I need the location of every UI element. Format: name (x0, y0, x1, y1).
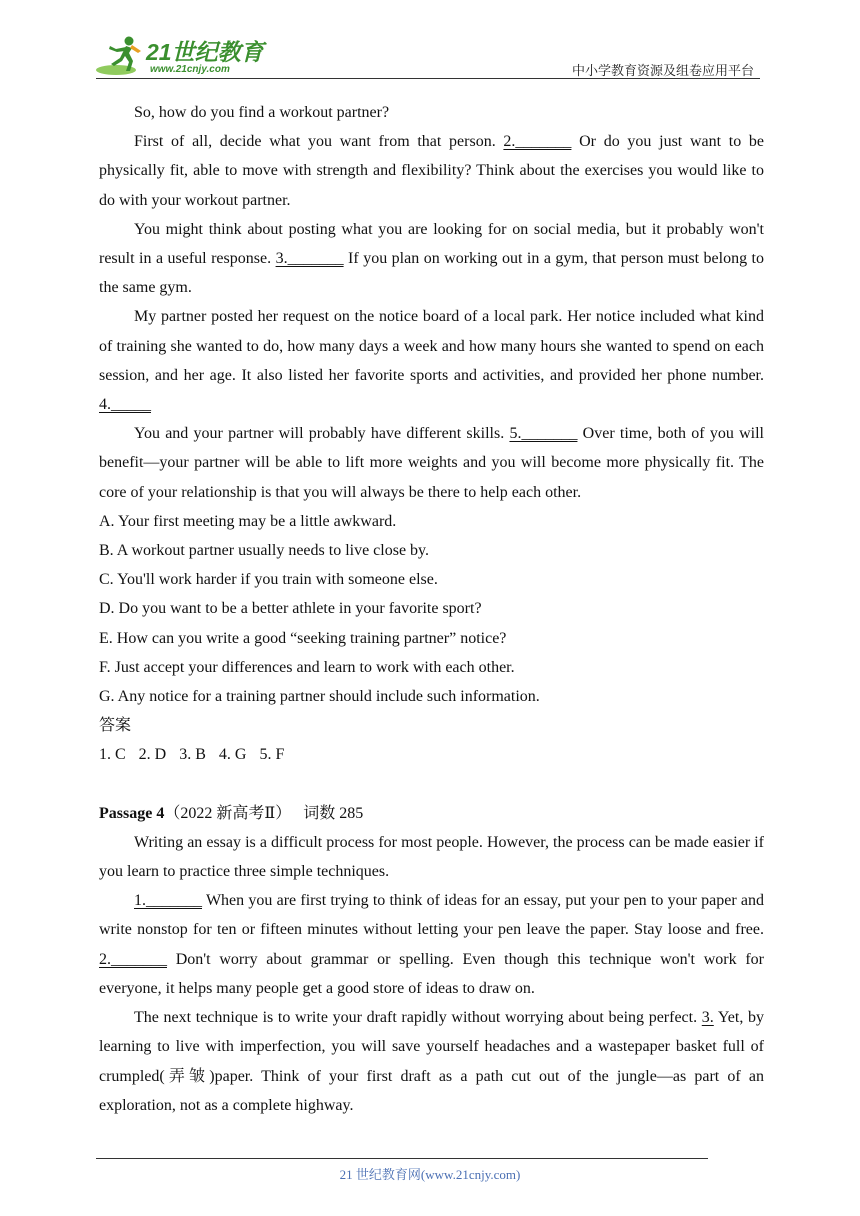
paragraph (99, 886, 764, 1003)
answer-item: 4. G (218, 746, 247, 764)
paragraph-text: You might think about posting what you are looking for on social media, but it probably won't result in a useful response. (99, 220, 764, 268)
logo-brand-text: 21世纪教育 (146, 39, 264, 65)
platform-name: 中小学教育资源及组卷应用平台 (571, 63, 754, 78)
answer-blank: 2._______ (99, 950, 167, 968)
paragraph-text: When you are first trying to think of ideas for an essay, put your pen to your paper and write nonstop for ten or fifteen minutes without letting your pen leave the paper. Stay loose and free. (99, 892, 764, 939)
runner-icon (96, 34, 148, 78)
site-logo[interactable] (96, 34, 266, 78)
option-item: A. Your first meeting may be a little awkward. (99, 512, 397, 530)
paragraph (99, 215, 764, 303)
answer-blank: 2._______ (503, 133, 572, 151)
paragraph (99, 127, 764, 215)
logo-url-text: www.21cnjy.com (150, 64, 230, 75)
paragraph: Writing an essay is a difficult process for most people. However, the process can be made easier if you learn to practice three simple techniques. (99, 833, 764, 881)
paragraph-text: Don't worry about grammar or spelling. Even though this technique won't work for everyone, it helps many people get a good store of ideas to draw on. (99, 950, 764, 997)
option-item: F. Just accept your differences and learn to work with each other. (99, 658, 515, 676)
paragraph-text: If you plan on working out in a gym, that person must belong to the same gym. (99, 250, 764, 297)
answer-blank: 3._______ (275, 250, 344, 268)
passage-heading (99, 799, 764, 828)
passage-source: （2022 新高考Ⅱ） (164, 804, 292, 822)
option-item: G. Any notice for a training partner should include such information. (99, 688, 540, 706)
answer-blank: 5._______ (509, 425, 578, 443)
answer-item: 1. C (99, 746, 126, 764)
answer-key (99, 740, 764, 769)
option-item: B. A workout partner usually needs to live close by. (99, 542, 430, 560)
paragraph: So, how do you find a workout partner? (134, 104, 390, 121)
paragraph (99, 419, 764, 507)
option-item: C. You'll work harder if you train with someone else. (99, 571, 438, 589)
answer-blank: 3. (701, 1009, 714, 1027)
footer-divider (96, 1158, 708, 1159)
answer-item: 3. B (179, 746, 206, 764)
paragraph-text: Yet, by learning to live with imperfection, you will save yourself headaches and a wastepaper basket full of crumpled(弄皱)paper. Think of your first draft as a path cut out of the jungle—as part of an exploration, not as a complete highway. (99, 1009, 764, 1114)
paragraph-text: First of all, decide what you want from that person. (134, 133, 504, 151)
paragraph (99, 302, 764, 419)
passage-title: Passage 4 (99, 804, 165, 822)
paragraph (99, 1003, 764, 1120)
answer-blank: 1._______ (134, 892, 202, 910)
answer-label: 答案 (99, 717, 132, 735)
word-count: 词数 285 (303, 804, 364, 822)
option-item: E. How can you write a good “seeking training partner” notice? (99, 629, 507, 647)
page-footer[interactable]: 21 世纪教育网(www.21cnjy.com) (339, 1167, 521, 1182)
answer-item: 2. D (138, 746, 167, 764)
paragraph-text: Or do you just want to be physically fit, able to move with strength and flexibility? Think about the exercises you would like to do with your workout partner. (99, 133, 764, 209)
option-item: D. Do you want to be a better athlete in your favorite sport? (99, 600, 482, 618)
spacer (99, 770, 764, 799)
paragraph-text: The next technique is to write your draft rapidly without worrying about being perfect. (134, 1009, 702, 1027)
page-header (96, 30, 760, 79)
answer-item: 5. F (259, 746, 285, 764)
document-body (99, 98, 764, 1120)
paragraph-text: My partner posted her request on the notice board of a local park. Her notice included what kind of training she wanted to do, how many days a week and how many hours she wanted to spend on each session, and her age. It also listed her favorite sports and activities, and provided her phone number. (99, 308, 764, 384)
paragraph-text: You and your partner will probably have different skills. (134, 425, 510, 443)
paragraph-text: Over time, both of you will benefit—your partner will be able to lift more weights and you will become more physically fit. The core of your relationship is that you will always be there to help each other. (99, 425, 764, 501)
answer-blank: 4._____ (99, 396, 151, 414)
